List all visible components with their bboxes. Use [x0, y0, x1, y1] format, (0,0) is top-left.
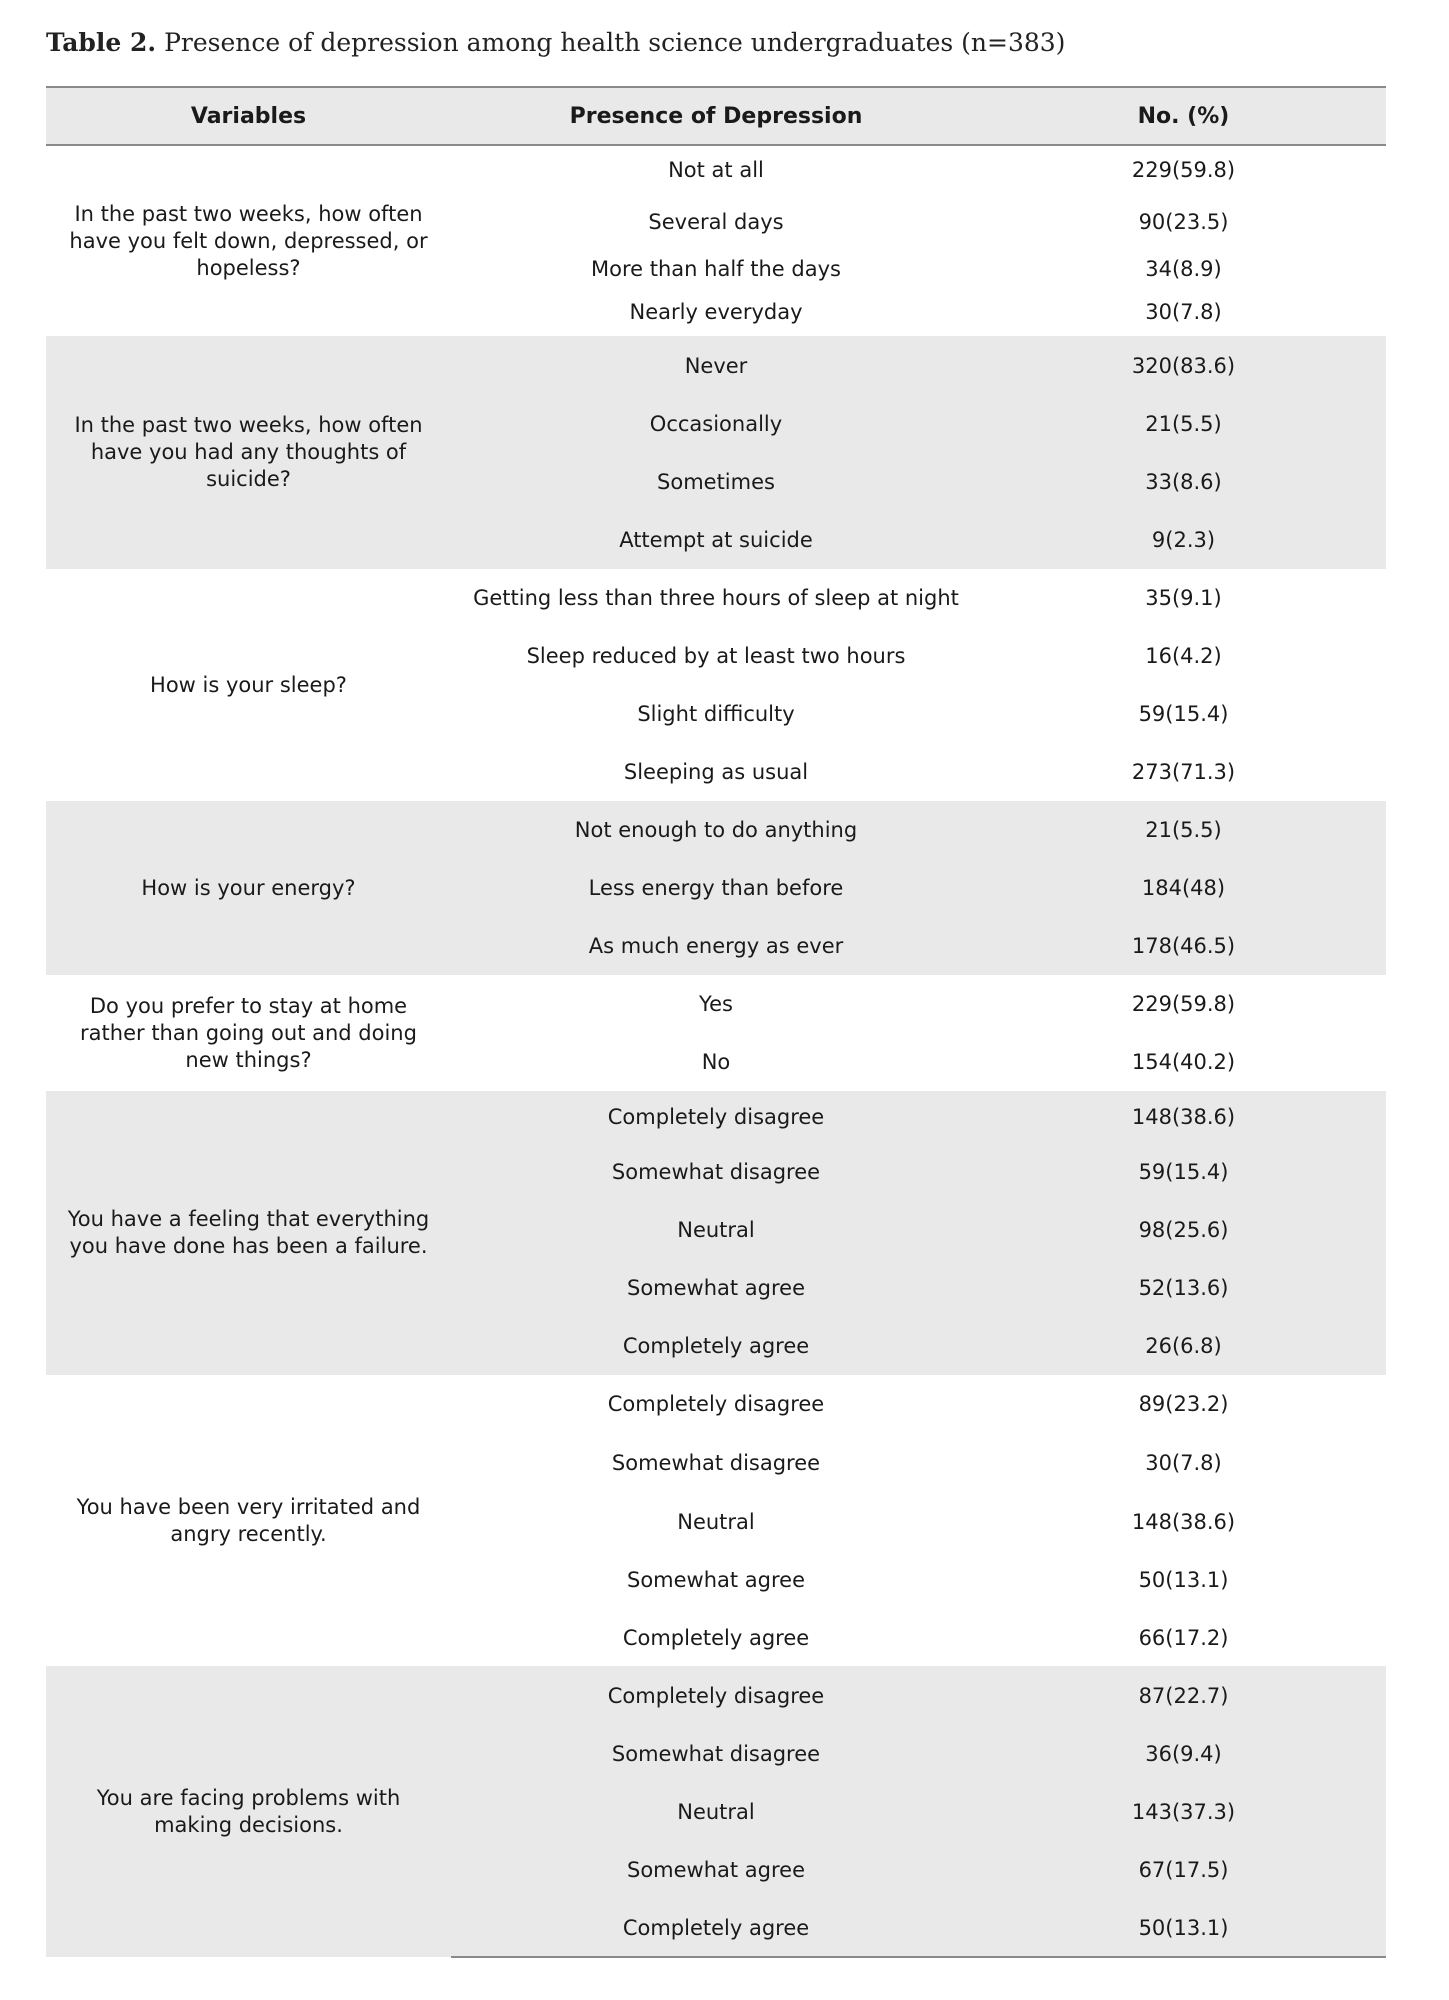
response-cell: Less energy than before: [588, 876, 844, 900]
response-cell: Sometimes: [657, 470, 775, 494]
response-cell: Somewhat disagree: [611, 1451, 821, 1475]
response-cell: Completely agree: [622, 1334, 810, 1358]
count-percent-cell: 66(17.2): [1138, 1626, 1229, 1650]
count-percent-cell: 148(38.6): [1131, 1509, 1236, 1534]
count-percent-cell: 143(37.3): [1131, 1800, 1236, 1824]
header-presence: Presence of Depression: [451, 87, 981, 145]
variable-cell: In the past two weeks, how often have you had any thoughts of suicide?: [74, 413, 423, 491]
response-cell: Completely disagree: [607, 1683, 825, 1708]
table-number: Table 2.: [46, 28, 157, 57]
response-cell: Completely agree: [451, 1899, 981, 1957]
header-count-percent: No. (%): [981, 87, 1386, 145]
count-percent-cell: 89(23.2): [1138, 1392, 1229, 1416]
table-row: [46, 975, 1386, 1033]
variable-cell: You are facing problems with making decisions.: [96, 1785, 401, 1837]
table-caption: [46, 28, 1065, 57]
table-body: [46, 145, 1386, 1957]
count-percent-cell: 229(59.8): [1131, 157, 1236, 182]
count-percent-cell: 154(40.2): [1131, 1050, 1236, 1074]
response-cell: Never: [684, 353, 748, 378]
response-cell: Slight difficulty: [637, 702, 795, 726]
count-percent-cell: 9(2.3): [1151, 528, 1216, 552]
response-cell: Somewhat agree: [626, 1858, 806, 1882]
depression-table-container: [46, 86, 1386, 1958]
count-percent-cell: 50(13.1): [1138, 1568, 1229, 1592]
response-cell: Neutral: [677, 1218, 755, 1242]
count-percent-cell: 184(48): [1141, 876, 1226, 900]
count-percent-cell: 273(71.3): [1131, 760, 1236, 784]
count-percent-cell: 21(5.5): [1145, 412, 1222, 436]
depression-table: [46, 86, 1386, 1958]
response-cell: Completely disagree: [607, 1392, 825, 1416]
count-percent-cell: 90(23.5): [1138, 209, 1229, 234]
response-cell: No: [701, 1050, 731, 1074]
count-percent-cell: 50(13.1): [981, 1899, 1386, 1957]
response-cell: More than half the days: [591, 257, 841, 281]
response-cell: Somewhat disagree: [611, 1160, 821, 1184]
count-percent-cell: 59(15.4): [1138, 1160, 1229, 1184]
variable-cell: In the past two weeks, how often have you felt down, depressed, or hopeless?: [69, 201, 428, 280]
count-percent-cell: 229(59.8): [1131, 992, 1236, 1016]
count-percent-cell: 59(15.4): [1138, 702, 1229, 726]
table-row: [46, 1666, 1386, 1725]
header-variables: Variables: [46, 87, 451, 145]
count-percent-cell: 36(9.4): [1145, 1742, 1222, 1766]
table-row: [46, 145, 1386, 193]
table-title: Presence of depression among health science undergraduates (n=383): [164, 28, 1066, 57]
response-cell: Yes: [699, 992, 733, 1016]
table-row: [46, 569, 1386, 627]
response-cell: Somewhat agree: [626, 1568, 806, 1592]
response-cell: Several days: [648, 209, 784, 234]
count-percent-cell: 26(6.8): [1145, 1334, 1222, 1358]
table-row: [46, 1375, 1386, 1433]
variable-cell: How is your sleep?: [150, 672, 347, 697]
response-cell: Completely disagree: [607, 1105, 825, 1129]
variable-cell: You have a feeling that everything you have done has been a failure.: [67, 1207, 430, 1258]
response-cell: Getting less than three hours of sleep at night: [473, 586, 959, 610]
count-percent-cell: 34(8.9): [1145, 257, 1222, 281]
response-cell: Not at all: [668, 157, 764, 182]
variable-cell: Do you prefer to stay at home rather than going out and doing new things?: [80, 993, 417, 1072]
count-percent-cell: 67(17.5): [1138, 1858, 1229, 1882]
count-percent-cell: 320(83.6): [1131, 353, 1236, 378]
table-row: [46, 801, 1386, 859]
count-percent-cell: 35(9.1): [1145, 586, 1222, 610]
count-percent-cell: 98(25.6): [1138, 1218, 1229, 1242]
count-percent-cell: 30(7.8): [1145, 1451, 1222, 1475]
count-percent-cell: 148(38.6): [1131, 1105, 1236, 1129]
response-cell: Attempt at suicide: [619, 528, 813, 552]
variable-cell: How is your energy?: [141, 875, 356, 900]
response-cell: Sleeping as usual: [623, 760, 809, 784]
table-row: [46, 1091, 1386, 1143]
variable-cell: You have been very irritated and angry recently.: [76, 1494, 421, 1546]
count-percent-cell: 21(5.5): [1145, 818, 1222, 842]
count-percent-cell: 16(4.2): [1145, 644, 1222, 668]
response-cell: Occasionally: [649, 412, 783, 436]
response-cell: Not enough to do anything: [574, 818, 858, 842]
header-row: [46, 87, 1386, 145]
response-cell: As much energy as ever: [588, 934, 844, 958]
response-cell: Neutral: [677, 1509, 755, 1534]
response-cell: Neutral: [677, 1800, 755, 1824]
count-percent-cell: 30(7.8): [1145, 300, 1222, 324]
count-percent-cell: 33(8.6): [1145, 470, 1222, 494]
response-cell: Sleep reduced by at least two hours: [526, 644, 906, 668]
response-cell: Somewhat disagree: [611, 1742, 821, 1766]
response-cell: Nearly everyday: [629, 300, 803, 324]
response-cell: Somewhat agree: [626, 1276, 806, 1300]
count-percent-cell: 178(46.5): [1131, 934, 1236, 958]
count-percent-cell: 52(13.6): [1138, 1276, 1229, 1300]
table-header: [46, 87, 1386, 145]
table-row: [46, 336, 1386, 395]
response-cell: Completely agree: [622, 1626, 810, 1650]
count-percent-cell: 87(22.7): [1138, 1683, 1229, 1708]
